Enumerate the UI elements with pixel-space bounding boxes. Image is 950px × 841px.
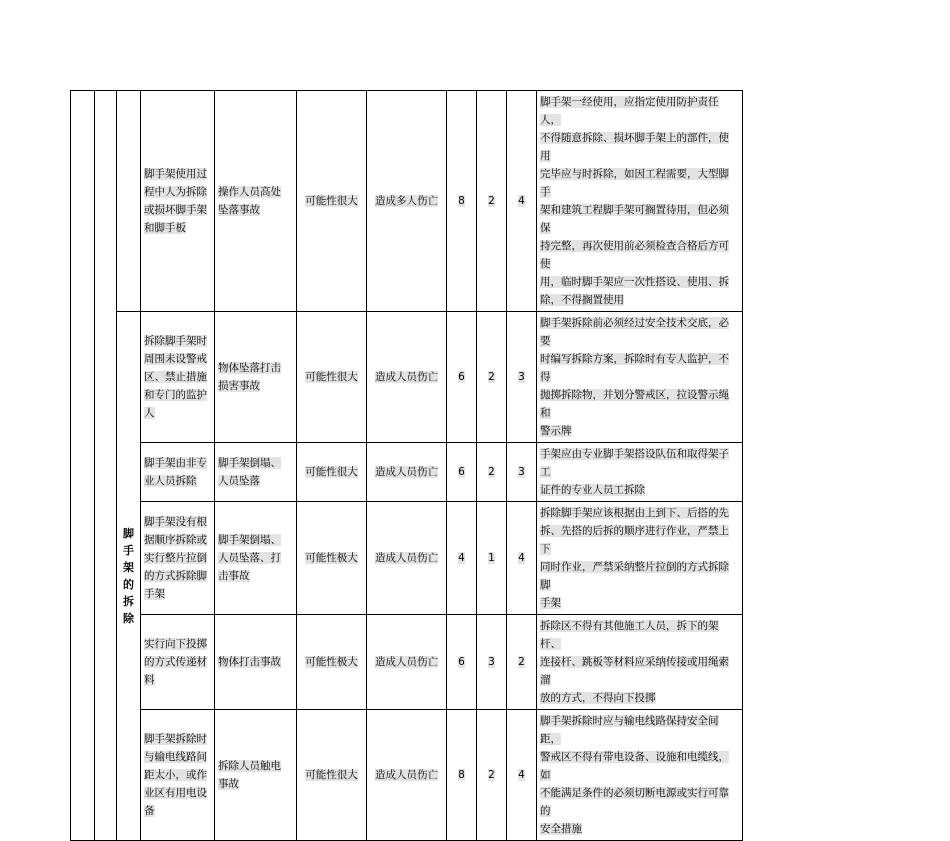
score-l-cell: 4 xyxy=(447,502,477,615)
text-line: 脚手架倒塌、 xyxy=(218,457,281,469)
score-l-cell: 6 xyxy=(447,312,477,443)
score-l-cell: 8 xyxy=(447,710,477,841)
possibility-cell: 可能性很大 xyxy=(297,91,367,312)
text-line: 不得随意拆除、损坏脚手架上的部件，使用 xyxy=(540,132,729,162)
measure-cell xyxy=(537,502,743,615)
hazard-cell xyxy=(141,312,215,443)
accident-cell xyxy=(215,312,297,443)
text-line: 程中人为拆除 xyxy=(144,186,207,198)
text-line: 脚手架拆除前必须经过安全技术交底，必要 xyxy=(540,317,729,347)
blank-section-cell xyxy=(117,91,141,312)
text-line: 拆除脚手架应该根据由上到下、后搭的先 xyxy=(540,507,729,519)
text-line: 人 xyxy=(144,407,155,419)
text-line: 同时作业，严禁采纳整片拉倒的方式拆除脚 xyxy=(540,561,729,591)
possibility-cell: 可能性极大 xyxy=(297,502,367,615)
text-line: 或损坏脚手架 xyxy=(144,204,207,216)
text-line: 业人员拆除 xyxy=(144,475,197,487)
score-e-cell: 2 xyxy=(477,710,507,841)
score-c-cell: 4 xyxy=(507,91,537,312)
hazard-cell xyxy=(141,615,215,710)
text-line: 除，不得搁置使用 xyxy=(540,294,624,306)
measure-cell xyxy=(537,91,743,312)
text-line: 手架应由专业脚手架搭设队伍和取得架子工 xyxy=(540,448,729,478)
blank-column-2 xyxy=(95,91,117,841)
accident-cell xyxy=(215,502,297,615)
text-line: 与输电线路间 xyxy=(144,751,207,763)
text-line: 击事故 xyxy=(218,570,250,582)
text-line: 不能满足条件的必须切断电源或实行可靠的 xyxy=(540,787,729,817)
text-line: 证件的专业人员工拆除 xyxy=(540,484,645,496)
text-line: 事故 xyxy=(218,778,239,790)
text-line: 和脚手板 xyxy=(144,222,186,234)
text-line: 拆、先搭的后拆的顺序进行作业，严禁上下 xyxy=(540,525,729,555)
possibility-cell: 可能性很大 xyxy=(297,443,367,502)
text-line: 实行整片拉倒 xyxy=(144,552,207,564)
score-e-cell: 2 xyxy=(477,312,507,443)
text-line: 警示牌 xyxy=(540,425,572,437)
text-line: 拆除人员触电 xyxy=(218,760,281,772)
text-line: 抛掷拆除物，并划分警戒区，拉设警示绳和 xyxy=(540,389,729,419)
text-line: 手架 xyxy=(540,597,561,609)
text-line: 时编写拆除方案，拆除时有专人监护，不得 xyxy=(540,353,729,383)
text-line: 操作人员高处 xyxy=(218,186,281,198)
text-line: 脚手架使用过 xyxy=(144,168,207,180)
score-l-cell: 6 xyxy=(447,615,477,710)
measure-cell xyxy=(537,615,743,710)
table-row xyxy=(71,312,743,443)
text-line: 安全措施 xyxy=(540,823,582,835)
text-line: 用，临时脚手架应一次性搭设、使用、拆 xyxy=(540,276,729,288)
score-e-cell: 3 xyxy=(477,615,507,710)
text-line: 物体坠落打击 xyxy=(218,362,281,374)
accident-cell xyxy=(215,615,297,710)
text-line: 手架 xyxy=(144,588,165,600)
text-line: 脚手架一经使用，应指定使用防护责任人， xyxy=(540,96,719,126)
score-c-cell: 2 xyxy=(507,615,537,710)
text-line: 和专门的监护 xyxy=(144,389,207,401)
text-line: 人员坠落、打 xyxy=(218,552,281,564)
hazard-cell xyxy=(141,502,215,615)
score-e-cell: 2 xyxy=(477,91,507,312)
hazard-cell xyxy=(141,710,215,841)
text-line: 拆除区不得有其他施工人员，拆下的架杆、 xyxy=(540,620,719,650)
text-line: 脚手架由非专 xyxy=(144,457,207,469)
accident-cell xyxy=(215,443,297,502)
text-line: 脚手架拆除时 xyxy=(144,733,207,745)
risk-assessment-table xyxy=(70,90,743,841)
text-line: 周围未设警戒 xyxy=(144,353,207,365)
text-line: 实行向下投掷 xyxy=(144,638,207,650)
text-line: 警戒区不得有带电设备、设施和电缆线，如 xyxy=(540,751,729,781)
score-l-cell: 6 xyxy=(447,443,477,502)
text-line: 连接杆、跳板等材料应采纳传接或用绳索溜 xyxy=(540,656,729,686)
consequence-cell: 造成人员伤亡 xyxy=(367,615,447,710)
text-line: 完毕应与时拆除，如因工程需要，大型脚手 xyxy=(540,168,729,198)
possibility-cell: 可能性很大 xyxy=(297,312,367,443)
consequence-cell: 造成人员伤亡 xyxy=(367,443,447,502)
text-line: 业区有用电设 xyxy=(144,787,207,799)
measure-cell xyxy=(537,443,743,502)
consequence-cell: 造成人员伤亡 xyxy=(367,710,447,841)
text-line: 人员坠落 xyxy=(218,475,260,487)
text-line: 脚手架倒塌、 xyxy=(218,534,281,546)
text-line: 损害事故 xyxy=(218,380,260,392)
table-row xyxy=(71,502,743,615)
text-line: 备 xyxy=(144,805,155,817)
accident-cell xyxy=(215,91,297,312)
text-line: 料 xyxy=(144,674,155,686)
text-line: 拆除脚手架时 xyxy=(144,335,207,347)
consequence-cell: 造成人员伤亡 xyxy=(367,312,447,443)
score-l-cell: 8 xyxy=(447,91,477,312)
text-line: 放的方式，不得向下投掷 xyxy=(540,692,656,704)
table-row xyxy=(71,443,743,502)
table-row xyxy=(71,91,743,312)
text-line: 脚手架没有根 xyxy=(144,516,207,528)
consequence-cell: 造成多人伤亡 xyxy=(367,91,447,312)
score-c-cell: 3 xyxy=(507,443,537,502)
blank-column-1 xyxy=(71,91,95,841)
score-c-cell: 4 xyxy=(507,502,537,615)
text-line: 持完整，再次使用前必须检查合格后方可使 xyxy=(540,240,729,270)
table-row xyxy=(71,615,743,710)
text-line: 据顺序拆除或 xyxy=(144,534,207,546)
hazard-cell xyxy=(141,443,215,502)
consequence-cell: 造成人员伤亡 xyxy=(367,502,447,615)
measure-cell xyxy=(537,312,743,443)
score-e-cell: 1 xyxy=(477,502,507,615)
section-label-dismantle: 脚 手 架 的 拆 除 xyxy=(117,312,141,841)
score-c-cell: 3 xyxy=(507,312,537,443)
score-e-cell: 2 xyxy=(477,443,507,502)
text-line: 物体打击事故 xyxy=(218,656,281,668)
possibility-cell: 可能性很大 xyxy=(297,710,367,841)
text-line: 的方式拆除脚 xyxy=(144,570,207,582)
text-line: 坠落事故 xyxy=(218,204,260,216)
text-line: 的方式传递材 xyxy=(144,656,207,668)
hazard-cell xyxy=(141,91,215,312)
text-line: 脚手架拆除时应与输电线路保持安全间距， xyxy=(540,715,719,745)
measure-cell xyxy=(537,710,743,841)
text-line: 距太小，或作 xyxy=(144,769,207,781)
score-c-cell: 4 xyxy=(507,710,537,841)
text-line: 架和建筑工程脚手架可搁置待用，但必须保 xyxy=(540,204,729,234)
accident-cell xyxy=(215,710,297,841)
text-line: 区、禁止措施 xyxy=(144,371,207,383)
possibility-cell: 可能性极大 xyxy=(297,615,367,710)
table-row xyxy=(71,710,743,841)
